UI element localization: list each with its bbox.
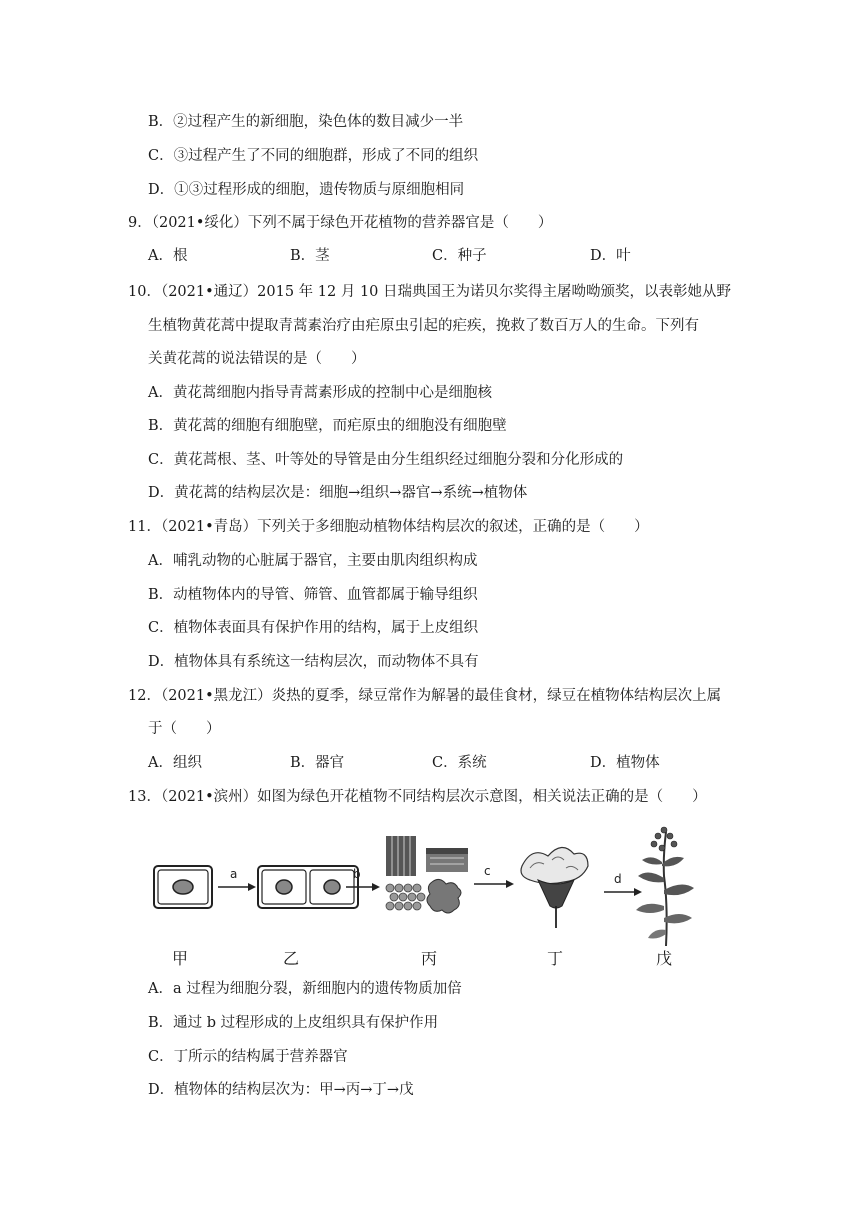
q12-option-c: C．系统 (432, 755, 487, 771)
q10-stem-line2: 生植物黄花蒿中提取青蒿素治疗由疟原虫引起的疟疾，挽救了数百万人的生命。下列有 (148, 318, 699, 334)
q13-option-c: C．丁所示的结构属于营养器官 (148, 1049, 348, 1065)
arrow-b-label: b (353, 867, 361, 881)
figure-label-bing: 丙 (421, 949, 438, 968)
arrow-a (218, 867, 256, 891)
q13-option-b: B．通过 b 过程形成的上皮组织具有保护作用 (148, 1015, 439, 1031)
q9-stem: 9．（2021•绥化）下列不属于绿色开花植物的营养器官是（ ） (128, 215, 553, 231)
figure-label-jia: 甲 (172, 949, 189, 968)
arrow-a-label: a (230, 867, 238, 881)
q10-option-a: A．黄花蒿细胞内指导青蒿素形成的控制中心是细胞核 (148, 385, 492, 401)
q12-option-d: D．植物体 (590, 755, 660, 771)
q8-option-b: B．②过程产生的新细胞，染色体的数目减少一半 (148, 114, 464, 130)
q13-stem: 13．（2021•滨州）如图为绿色开花植物不同结构层次示意图，相关说法正确的是（ ） (128, 789, 707, 805)
arrow-d (604, 872, 642, 896)
flower-icon (521, 847, 588, 928)
q12-option-b: B．器官 (290, 755, 345, 771)
q9-option-d: D．叶 (590, 248, 631, 264)
q9-options (148, 246, 732, 266)
q11-option-d: D．植物体具有系统这一结构层次，而动物体不具有 (148, 654, 479, 670)
q12-option-a: A．组织 (148, 755, 202, 771)
q8-option-c: C．③过程产生了不同的细胞群，形成了不同的组织 (148, 148, 479, 164)
figure-label-yi: 乙 (283, 949, 300, 968)
q12-stem-line2: 于（ ） (148, 721, 221, 737)
figure-label-wu: 戊 (656, 949, 673, 968)
q9-option-c: C．种子 (432, 248, 487, 264)
q13-option-a: A．a 过程为细胞分裂，新细胞内的遗传物质加倍 (148, 981, 462, 997)
arrow-c (474, 864, 514, 888)
tissues-icon (386, 836, 468, 913)
q13-option-d: D．植物体的结构层次为：甲→丙→丁→戊 (148, 1082, 414, 1098)
q10-option-c: C．黄花蒿根、茎、叶等处的导管是由分生组织经过细胞分裂和分化形成的 (148, 452, 624, 468)
arrow-d-label: d (614, 872, 622, 886)
q10-option-d: D．黄花蒿的结构层次是：细胞→组织→器官→系统→植物体 (148, 485, 528, 501)
plant-icon (636, 827, 694, 946)
q9-option-b: B．茎 (290, 248, 330, 264)
q11-option-b: B．动植物体内的导管、筛管、血管都属于输导组织 (148, 587, 478, 603)
q11-option-c: C．植物体表面具有保护作用的结构，属于上皮组织 (148, 620, 479, 636)
q8-option-d: D．①③过程形成的细胞，遗传物质与原细胞相同 (148, 182, 465, 198)
q12-options (148, 753, 732, 773)
q11-stem: 11．（2021•青岛）下列关于多细胞动植物体结构层次的叙述，正确的是（ ） (128, 519, 649, 535)
arrow-c-label: c (484, 864, 491, 878)
q9-option-a: A．根 (148, 248, 188, 264)
q10-option-b: B．黄花蒿的细胞有细胞壁，而疟原虫的细胞没有细胞壁 (148, 418, 507, 434)
q12-stem-line1: 12．（2021•黑龙江）炎热的夏季，绿豆常作为解暑的最佳食材，绿豆在植物体结构层次上属 (128, 688, 722, 704)
cell-single-icon (154, 866, 212, 908)
q11-option-a: A．哺乳动物的心脏属于器官，主要由肌肉组织构成 (148, 553, 478, 569)
q10-stem-line1: 10．（2021•通辽）2015 年 12 月 10 日瑞典国王为诺贝尔奖得主屠呦呦颁奖，以表彰她从野 (128, 284, 732, 300)
cell-double-icon (258, 866, 358, 908)
figure-label-ding: 丁 (547, 949, 564, 968)
q10-stem-line3: 关黄花蒿的说法错误的是（ ） (148, 351, 366, 367)
